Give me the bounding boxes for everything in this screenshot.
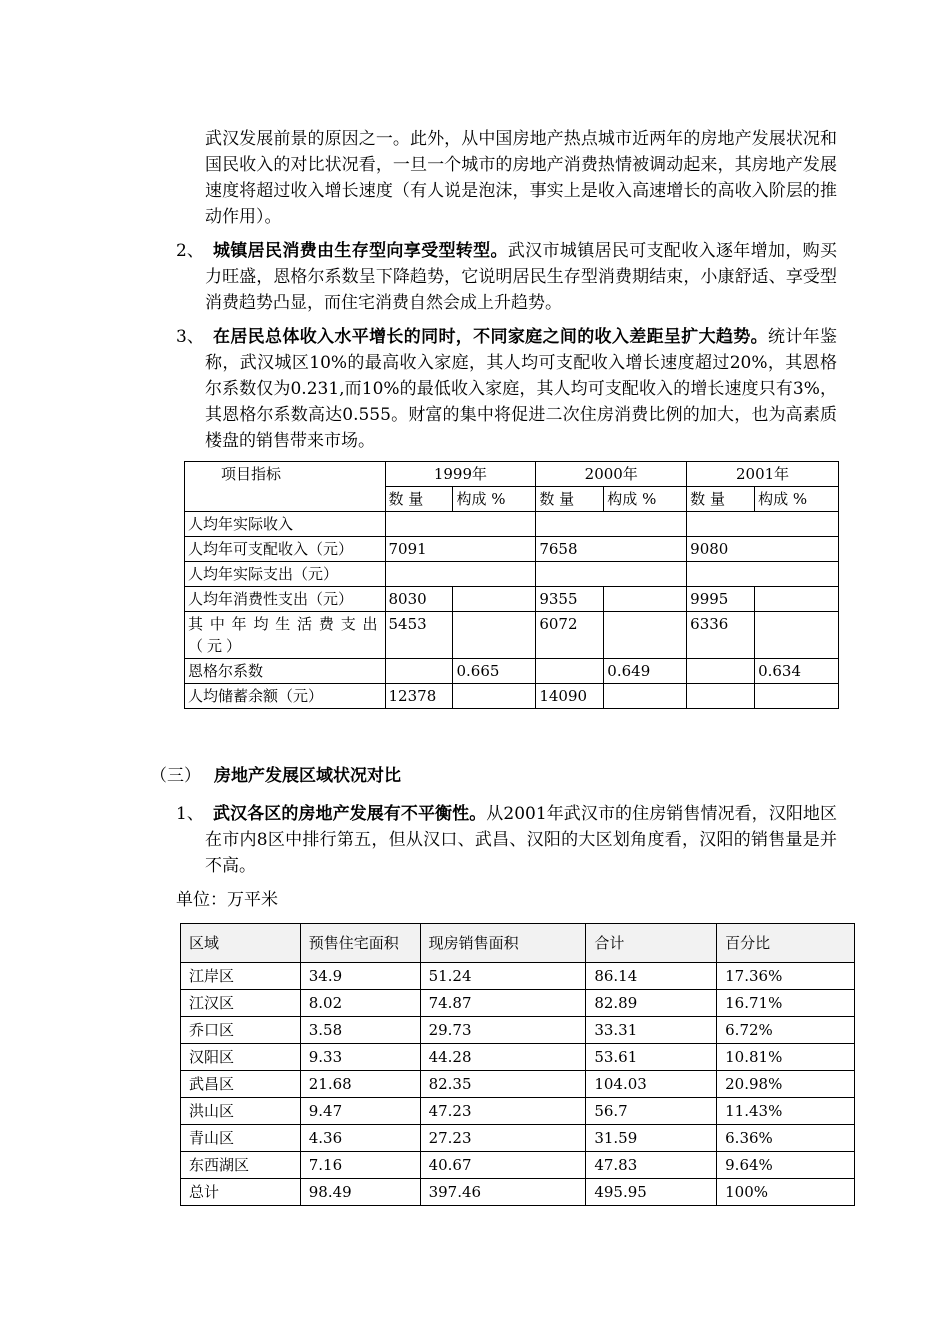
- table1-header-item: 项目指标: [185, 462, 386, 512]
- table2-cell: 86.14: [586, 963, 717, 990]
- table1-sub-qty: 数 量: [536, 487, 604, 512]
- table2-cell: 34.9: [300, 963, 420, 990]
- table1-cell: 0.665: [453, 659, 536, 684]
- table2-cell: 9.33: [300, 1044, 420, 1071]
- table1-cell: [687, 512, 839, 537]
- table1-sub-qty: 数 量: [385, 487, 453, 512]
- table2-cell: 104.03: [586, 1071, 717, 1098]
- table1-cell: 12378: [385, 684, 453, 709]
- table1-cell: [453, 612, 536, 659]
- table2-cell: 31.59: [586, 1125, 717, 1152]
- table2-cell: 47.83: [586, 1152, 717, 1179]
- table2-district: 洪山区: [181, 1098, 301, 1125]
- table2-district: 青山区: [181, 1125, 301, 1152]
- table1-row-label: 人均年消费性支出（元）: [185, 587, 386, 612]
- table2-cell: 4.36: [300, 1125, 420, 1152]
- table1-cell: [604, 684, 687, 709]
- item3-paragraph: [205, 324, 837, 454]
- table1-sub-pct: 构成 %: [604, 487, 687, 512]
- table2-cell: 56.7: [586, 1098, 717, 1125]
- table-row: [181, 963, 855, 990]
- table2-cell: 6.36%: [717, 1125, 855, 1152]
- table1-row-label: 恩格尔系数: [185, 659, 386, 684]
- table2-cell: 9.47: [300, 1098, 420, 1125]
- table2-cell: 53.61: [586, 1044, 717, 1071]
- section3-number: （三）: [150, 766, 201, 786]
- table2-cell: 20.98%: [717, 1071, 855, 1098]
- table2-cell: 6.72%: [717, 1017, 855, 1044]
- item31-paragraph: [205, 801, 837, 879]
- table-row: [181, 1098, 855, 1125]
- table1-cell: 5453: [385, 612, 453, 659]
- table1-cell: 7658: [536, 537, 687, 562]
- section3-title-text: 房地产发展区域状况对比: [214, 766, 401, 786]
- table1-row: [185, 562, 839, 587]
- table2-district: 江汉区: [181, 990, 301, 1017]
- table1-row-label: 人均年可支配收入（元）: [185, 537, 386, 562]
- table1-cell: 14090: [536, 684, 604, 709]
- section3-title: [214, 763, 401, 789]
- table1-cell: 9080: [687, 537, 839, 562]
- table1-cell: [385, 512, 536, 537]
- table1-cell: [385, 659, 453, 684]
- item31-text: 从2001年武汉市的住房销售情况看，汉阳地区在市内8区中排行第五，但从汉口、武昌、汉阳的大区划角度看，汉阳的销售量是并不高。: [205, 804, 838, 876]
- table2-district: 总计: [181, 1179, 301, 1206]
- table-row: [181, 1125, 855, 1152]
- table1-cell: [536, 512, 687, 537]
- table1-cell: [453, 684, 536, 709]
- table2-cell: 40.67: [420, 1152, 586, 1179]
- item31-heading: 武汉各区的房地产发展有不平衡性。: [213, 804, 487, 824]
- table1-cell: [755, 684, 839, 709]
- table1-cell: [604, 612, 687, 659]
- table1-sub-pct: 构成 %: [453, 487, 536, 512]
- table2-cell: 397.46: [420, 1179, 586, 1206]
- table-row: [181, 1044, 855, 1071]
- table-row: [181, 1179, 855, 1206]
- table2-district: 江岸区: [181, 963, 301, 990]
- table-row: [181, 1017, 855, 1044]
- table2-cell: 27.23: [420, 1125, 586, 1152]
- table1-year-2001: 2001年: [687, 462, 839, 487]
- table-row: [181, 990, 855, 1017]
- item3-number: 3、: [176, 327, 204, 347]
- item3-text: 统计年鉴称，武汉城区10%的最高收入家庭，其人均可支配收入增长速度超过20%，其恩格尔系数仅为0.231,而10%的最低收入家庭，其人均可支配收入的增长速度只有3%，其恩格尔系数高达0.555。财富的集中将促进二次住房消费比例的加大，也为高素质楼盘的销售带来市场。: [205, 327, 838, 451]
- unit-label: 单位：万平米: [176, 890, 278, 910]
- table1-cell: 0.649: [604, 659, 687, 684]
- table1-row: [185, 587, 839, 612]
- intro-text: 武汉发展前景的原因之一。此外，从中国房地产热点城市近两年的房地产发展状况和国民收入的对比状况看，一旦一个城市的房地产消费热情被调动起来，其房地产发展速度将超过收入增长速度（有人说是泡沫，事实上是收入高速增长的高收入阶层的推动作用）。: [205, 129, 837, 227]
- table1-cell: 9995: [687, 587, 755, 612]
- table2-cell: 98.49: [300, 1179, 420, 1206]
- table1-cell: [687, 562, 839, 587]
- table2-header: 百分比: [717, 924, 855, 963]
- table1-sub-qty: 数 量: [687, 487, 755, 512]
- district-sales-table: [180, 923, 855, 1206]
- table2-header: 合计: [586, 924, 717, 963]
- table1-row: [185, 612, 839, 659]
- table1-cell: [687, 684, 755, 709]
- table2-cell: 44.28: [420, 1044, 586, 1071]
- table1-row: [185, 512, 839, 537]
- table2-cell: 7.16: [300, 1152, 420, 1179]
- item31-number: 1、: [176, 804, 204, 824]
- table-row: [181, 1071, 855, 1098]
- table2-body: [181, 963, 855, 1206]
- table1-cell: [385, 562, 536, 587]
- table1-cell: 6336: [687, 612, 755, 659]
- item2-number: 2、: [176, 241, 204, 261]
- item3-heading: 在居民总体收入水平增长的同时，不同家庭之间的收入差距呈扩大趋势。: [213, 327, 768, 347]
- table1-row: [185, 659, 839, 684]
- table2-cell: 82.35: [420, 1071, 586, 1098]
- table1-cell: 8030: [385, 587, 453, 612]
- item2-paragraph: [205, 238, 837, 316]
- table1-year-2000: 2000年: [536, 462, 687, 487]
- table1-row: [185, 537, 839, 562]
- table1-cell: [755, 612, 839, 659]
- table2-cell: 11.43%: [717, 1098, 855, 1125]
- intro-paragraph: [205, 126, 837, 230]
- table2-cell: 9.64%: [717, 1152, 855, 1179]
- table1-cell: 0.634: [755, 659, 839, 684]
- table2-cell: 51.24: [420, 963, 586, 990]
- table2-cell: 33.31: [586, 1017, 717, 1044]
- table2-district: 乔口区: [181, 1017, 301, 1044]
- table-row: [181, 1152, 855, 1179]
- item2-heading: 城镇居民消费由生存型向享受型转型。: [213, 241, 508, 261]
- table1-cell: [536, 562, 687, 587]
- table1-row: [185, 684, 839, 709]
- table2-header: 区域: [181, 924, 301, 963]
- table2-cell: 10.81%: [717, 1044, 855, 1071]
- item2-text: 武汉市城镇居民可支配收入逐年增加，购买力旺盛，恩格尔系数呈下降趋势，它说明居民生存型消费期结束，小康舒适、享受型消费趋势凸显，而住宅消费自然会成上升趋势。: [205, 241, 837, 313]
- table2-header: 现房销售面积: [420, 924, 586, 963]
- table1-year-1999: 1999年: [385, 462, 536, 487]
- table2-cell: 47.23: [420, 1098, 586, 1125]
- table1-cell: [604, 587, 687, 612]
- table1-row-label: 其中年均生活费支出（元）: [185, 612, 386, 659]
- table2-cell: 17.36%: [717, 963, 855, 990]
- table1-cell: 6072: [536, 612, 604, 659]
- table2-cell: 29.73: [420, 1017, 586, 1044]
- table1-cell: 7091: [385, 537, 536, 562]
- table1-row-label: 人均年实际收入: [185, 512, 386, 537]
- table2-header: 预售住宅面积: [300, 924, 420, 963]
- table2-cell: 3.58: [300, 1017, 420, 1044]
- income-table: [184, 461, 839, 709]
- table2-cell: 100%: [717, 1179, 855, 1206]
- table1-cell: [536, 659, 604, 684]
- table2-district: 汉阳区: [181, 1044, 301, 1071]
- table1-cell: [453, 587, 536, 612]
- table2-cell: 16.71%: [717, 990, 855, 1017]
- table1-sub-pct: 构成 %: [755, 487, 839, 512]
- table2-district: 东西湖区: [181, 1152, 301, 1179]
- table1-cell: 9355: [536, 587, 604, 612]
- table2-cell: 82.89: [586, 990, 717, 1017]
- table2-header-row: [181, 924, 855, 963]
- table2-cell: 21.68: [300, 1071, 420, 1098]
- table2-cell: 74.87: [420, 990, 586, 1017]
- table1-cell: [687, 659, 755, 684]
- table2-district: 武昌区: [181, 1071, 301, 1098]
- table1-row-label: 人均年实际支出（元）: [185, 562, 386, 587]
- table2-cell: 8.02: [300, 990, 420, 1017]
- table2-cell: 495.95: [586, 1179, 717, 1206]
- table1-row-label: 人均储蓄余额（元）: [185, 684, 386, 709]
- table1-cell: [755, 587, 839, 612]
